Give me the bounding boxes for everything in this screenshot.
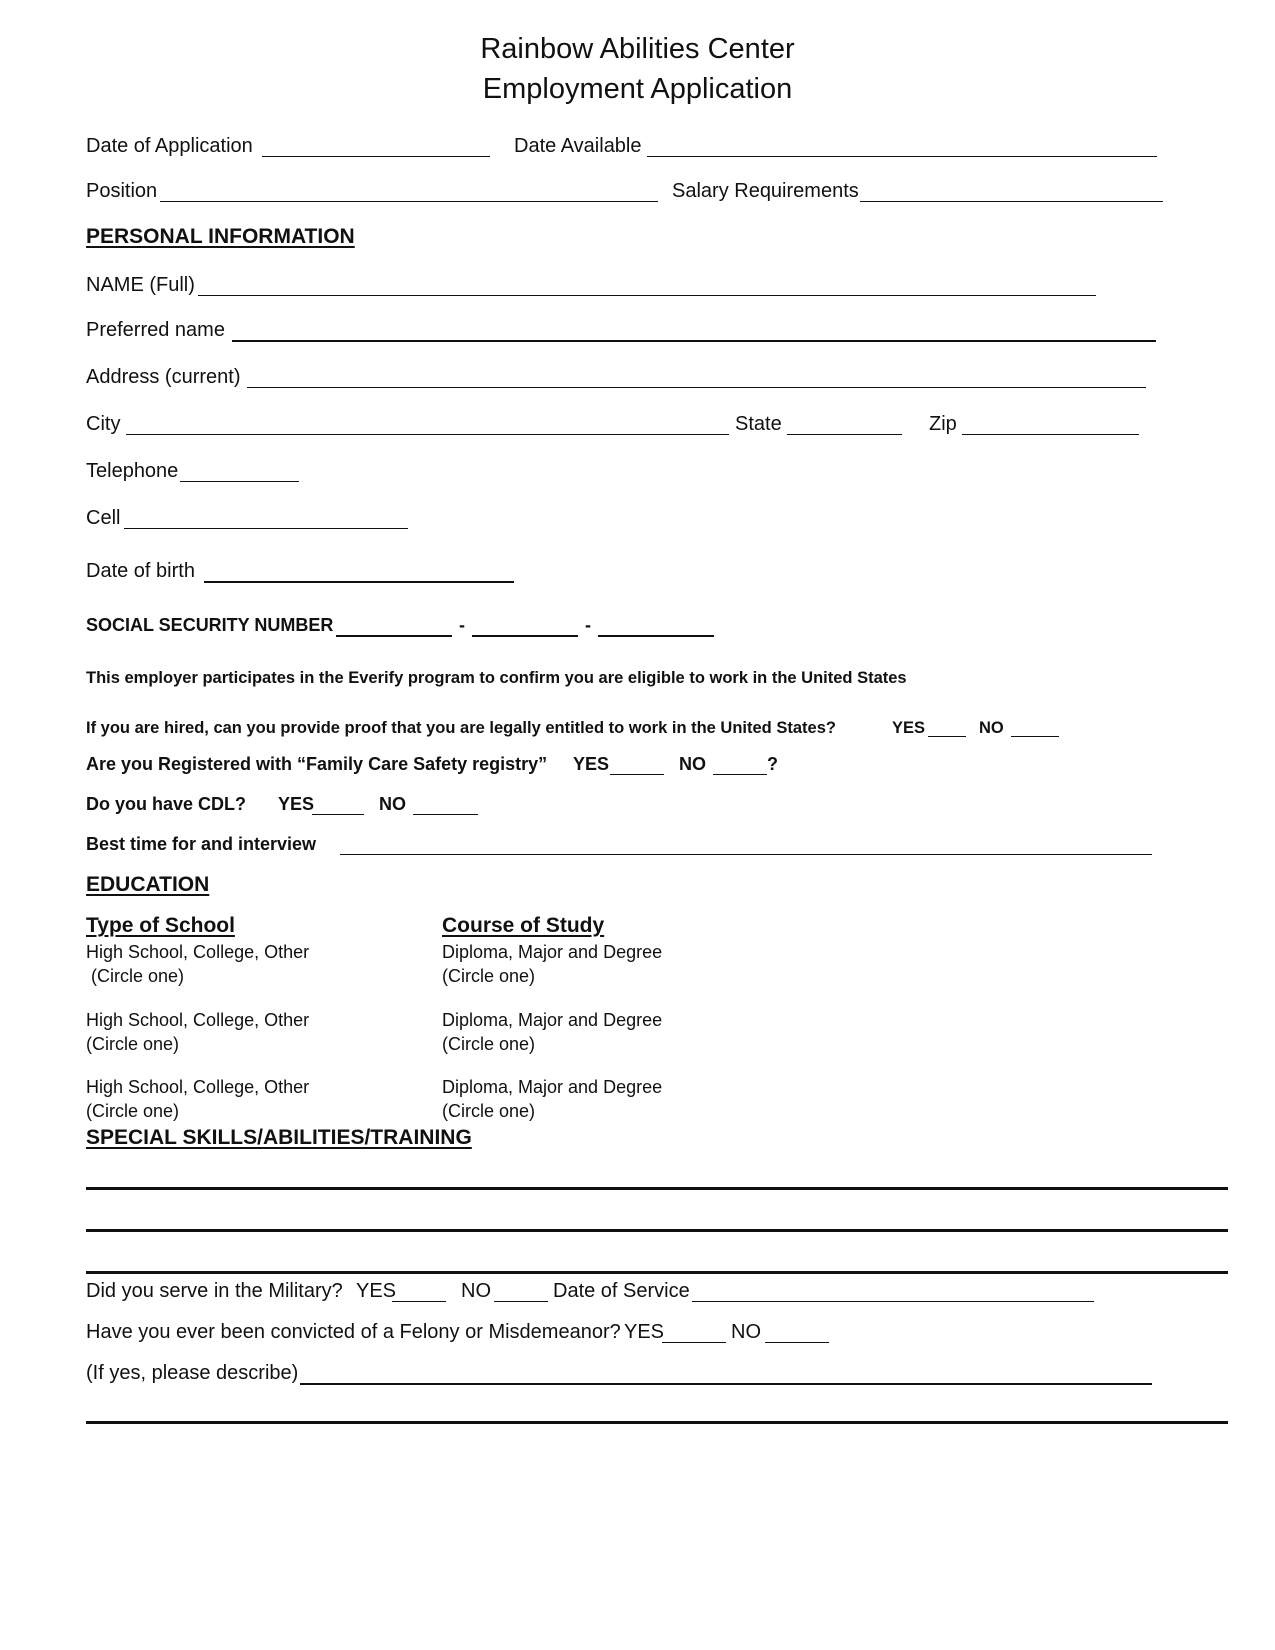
preferred-name-field[interactable]	[232, 340, 1156, 342]
military-yes-label: YES	[356, 1280, 397, 1302]
zip-field[interactable]	[962, 434, 1139, 435]
salary-requirements-field[interactable]	[860, 201, 1163, 202]
describe-line-2[interactable]	[86, 1421, 1228, 1424]
personal-information-heading: PERSONAL INFORMATION	[86, 225, 355, 248]
education-heading: EDUCATION	[86, 873, 210, 896]
skills-line-3[interactable]	[86, 1271, 1228, 1274]
describe-field[interactable]	[300, 1383, 1152, 1385]
date-of-application-label: Date of Application	[86, 135, 253, 157]
date-of-service-label: Date of Service	[553, 1280, 690, 1302]
interview-time-label: Best time for and interview	[86, 834, 317, 854]
course-options[interactable]: Diploma, Major and Degree	[442, 1010, 663, 1030]
ssn-part-1-field[interactable]	[336, 635, 452, 637]
zip-label: Zip	[929, 413, 957, 435]
course-of-study-header: Course of Study	[442, 914, 605, 937]
course-options[interactable]: Diploma, Major and Degree	[442, 942, 663, 962]
date-of-service-field[interactable]	[692, 1301, 1094, 1302]
felony-question: Have you ever been convicted of a Felony or Misdemeanor?	[86, 1321, 621, 1343]
felony-yes-field[interactable]	[662, 1342, 726, 1343]
military-question: Did you serve in the Military?	[86, 1280, 343, 1302]
family-care-no-field[interactable]	[713, 774, 767, 775]
position-field[interactable]	[160, 201, 658, 202]
course-options[interactable]: Diploma, Major and Degree	[442, 1077, 663, 1097]
course-note: (Circle one)	[442, 966, 536, 986]
ssn-label: SOCIAL SECURITY NUMBER	[86, 615, 334, 635]
family-care-question: Are you Registered with “Family Care Safety registry”	[86, 754, 548, 774]
telephone-label: Telephone	[86, 460, 179, 482]
preferred-name-label: Preferred name	[86, 319, 225, 341]
state-label: State	[735, 413, 782, 435]
date-of-birth-field[interactable]	[204, 581, 514, 583]
cdl-no-label: NO	[379, 794, 406, 814]
name-full-label: NAME (Full)	[86, 274, 195, 296]
military-no-field[interactable]	[494, 1301, 548, 1302]
special-skills-heading: SPECIAL SKILLS/ABILITIES/TRAINING	[86, 1126, 472, 1149]
skills-line-1[interactable]	[86, 1187, 1228, 1190]
felony-no-field[interactable]	[765, 1342, 829, 1343]
school-type-note: (Circle one)	[86, 1101, 180, 1121]
document-title: Employment Application	[482, 73, 793, 105]
school-type-options[interactable]: High School, College, Other	[86, 942, 310, 962]
ssn-part-3-field[interactable]	[598, 635, 714, 637]
cell-field[interactable]	[124, 528, 408, 529]
felony-no-label: NO	[731, 1321, 761, 1343]
state-field[interactable]	[787, 434, 902, 435]
proof-yes-label: YES	[892, 719, 926, 737]
address-current-field[interactable]	[247, 387, 1146, 388]
position-label: Position	[86, 180, 158, 202]
proof-no-field[interactable]	[1011, 736, 1059, 737]
family-care-yes-field[interactable]	[610, 774, 664, 775]
cdl-question: Do you have CDL?	[86, 794, 247, 814]
interview-time-field[interactable]	[340, 854, 1152, 855]
course-note: (Circle one)	[442, 1101, 536, 1121]
felony-yes-label: YES	[624, 1321, 665, 1343]
organization-title: Rainbow Abilities Center	[480, 33, 795, 65]
ssn-part-2-field[interactable]	[472, 635, 578, 637]
proof-question: If you are hired, can you provide proof that you are legally entitled to work in the United States?	[86, 719, 836, 737]
salary-requirements-label: Salary Requirements	[672, 180, 859, 202]
cdl-no-field[interactable]	[413, 814, 478, 815]
school-type-options[interactable]: High School, College, Other	[86, 1010, 310, 1030]
cdl-yes-field[interactable]	[312, 814, 364, 815]
skills-line-2[interactable]	[86, 1229, 1228, 1232]
city-label: City	[86, 413, 121, 435]
everify-note: This employer participates in the Everify program to confirm you are eligible to work in the United States	[86, 669, 907, 687]
name-full-field[interactable]	[198, 295, 1096, 296]
cdl-yes-label: YES	[278, 794, 315, 814]
telephone-field[interactable]	[180, 481, 299, 482]
date-available-field[interactable]	[647, 156, 1157, 157]
school-type-note: (Circle one)	[86, 1034, 180, 1054]
ssn-dash-1: -	[459, 615, 465, 635]
proof-no-label: NO	[979, 719, 1004, 737]
school-type-options[interactable]: High School, College, Other	[86, 1077, 310, 1097]
address-current-label: Address (current)	[86, 366, 241, 388]
family-care-question-mark: ?	[767, 754, 778, 774]
military-no-label: NO	[461, 1280, 491, 1302]
describe-label: (If yes, please describe)	[86, 1362, 299, 1384]
date-of-application-field[interactable]	[262, 156, 490, 157]
city-field[interactable]	[126, 434, 729, 435]
type-of-school-header: Type of School	[86, 914, 235, 937]
date-of-birth-label: Date of birth	[86, 560, 195, 582]
ssn-dash-2: -	[585, 615, 591, 635]
family-care-no-label: NO	[679, 754, 706, 774]
school-type-note: (Circle one)	[91, 966, 185, 986]
cell-label: Cell	[86, 507, 121, 529]
proof-yes-field[interactable]	[928, 736, 966, 737]
date-available-label: Date Available	[514, 135, 642, 157]
military-yes-field[interactable]	[392, 1301, 446, 1302]
course-note: (Circle one)	[442, 1034, 536, 1054]
family-care-yes-label: YES	[573, 754, 610, 774]
